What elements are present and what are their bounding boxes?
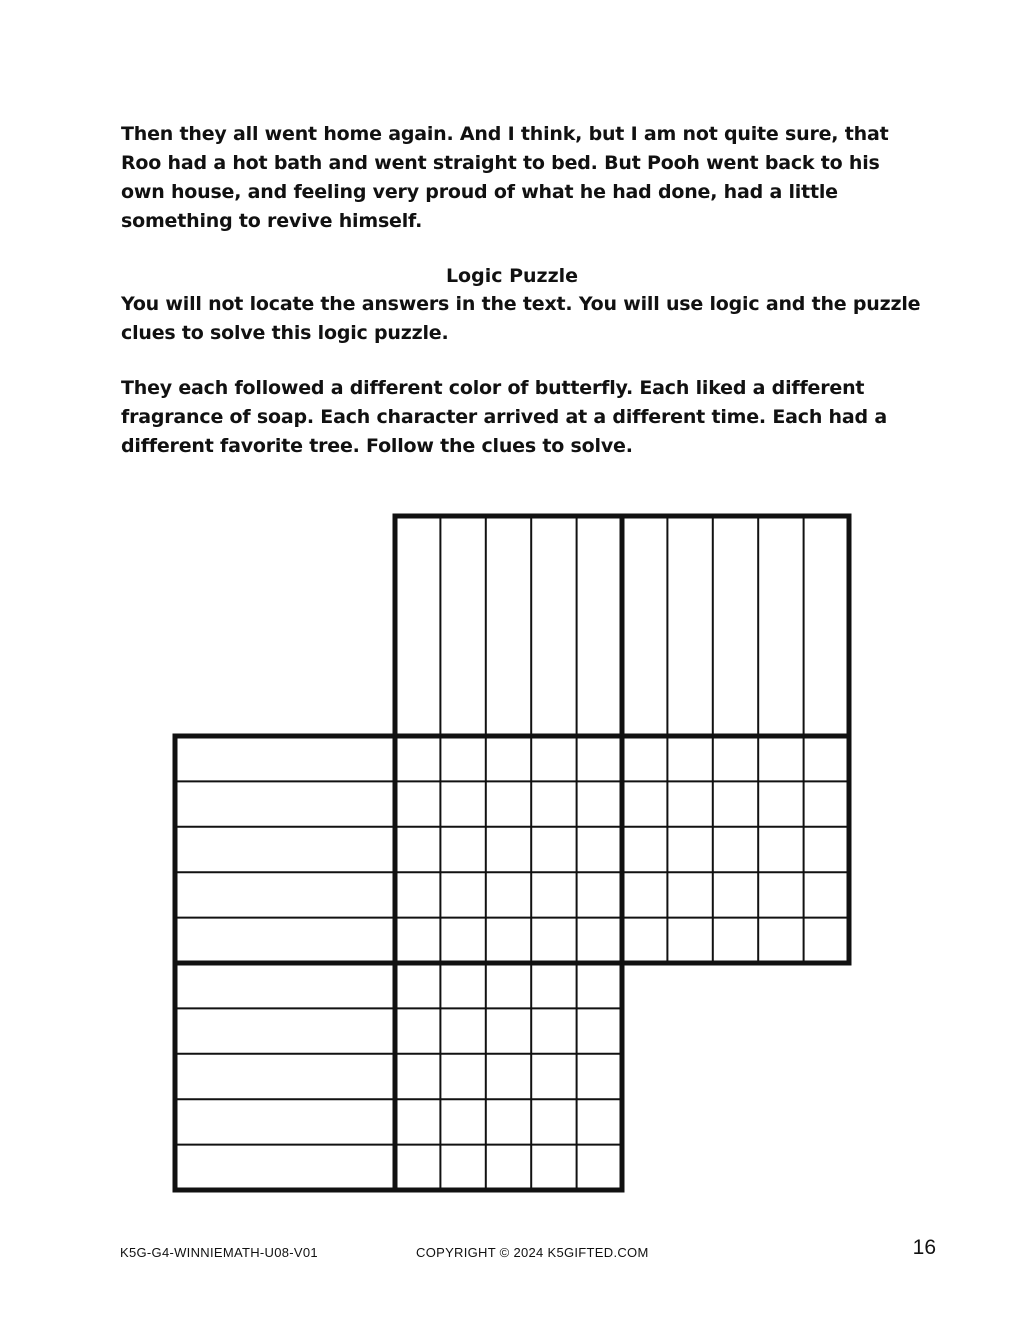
grid-block (395, 736, 622, 963)
grid-row-label-block (175, 736, 395, 963)
document-code: K5G-G4-WINNIEMATH-U08-V01 (120, 1245, 318, 1260)
grid-row-label-block (175, 963, 395, 1190)
grid-block (622, 736, 849, 963)
page-number: 16 (912, 1236, 936, 1259)
copyright-notice: COPYRIGHT © 2024 K5GIFTED.COM (416, 1245, 649, 1260)
story-paragraph: Then they all went home again. And I think, but I am not quite sure, that Roo had a hot bath and went straight to bed. But Pooh went back to his own house, and feeling very proud of what he had done, had a little something to revive himself. (121, 123, 889, 232)
puzzle-intro: You will not locate the answers in the text. You will use logic and the puzzle clues to solve this logic puzzle. (121, 293, 921, 344)
grid-block (395, 963, 622, 1190)
puzzle-description: They each followed a different color of butterfly. Each liked a different fragrance of soap. Each character arrived at a different time. Each had a different favorite tree. Follow the clues to solve. (121, 377, 887, 457)
puzzle-title: Logic Puzzle (445, 265, 579, 287)
